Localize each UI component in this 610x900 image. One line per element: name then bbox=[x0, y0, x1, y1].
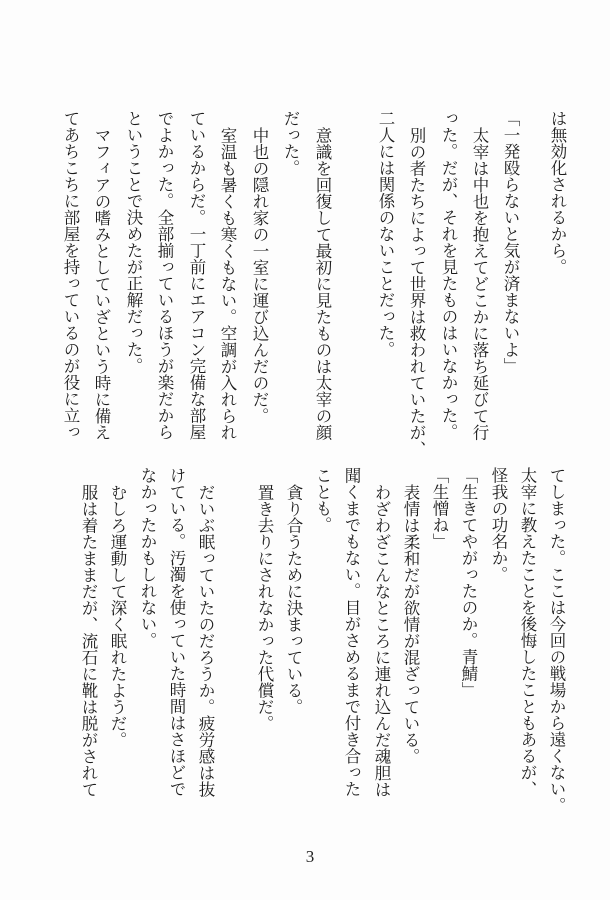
text-line: むしろ運動して深く眠れたようだ。 bbox=[108, 483, 127, 748]
text-line: けている。汚濁を使っていた時間はさほどで bbox=[167, 467, 186, 797]
text-line: でよかった。全部揃っているほうが楽だから bbox=[155, 110, 174, 440]
text-line: った。だが、それを見たものはいなかった。 bbox=[439, 110, 458, 440]
text-line: だいぶ眠っていたのだろうか。疲労感は抜 bbox=[196, 483, 215, 797]
text-line: マフィアの嗜みとしていざという時に備え bbox=[92, 126, 111, 440]
lower-text-block bbox=[0, 467, 610, 817]
text-line: ことも。 bbox=[313, 467, 332, 533]
text-line: 服は着たままだが、流石に靴は脱がされて bbox=[79, 483, 98, 797]
text-line: 貪り合うために決まっている。 bbox=[284, 483, 303, 715]
text-line: 「一発殴らないと気が済まないよ」 bbox=[501, 110, 520, 374]
text-line: は無効化されるから。 bbox=[548, 110, 567, 275]
page-number: 3 bbox=[305, 847, 315, 866]
text-line: 聞くまでもない。目がさめるまで付き合った bbox=[342, 467, 361, 797]
text-line: 室温も暑くも寒くもない。空調が入れられ bbox=[218, 126, 237, 440]
text-line: 中也の隠れ家の一室に運び込んだのだ。 bbox=[250, 126, 269, 424]
text-line: わざわざこんなところに連れ込んだ魂胆は bbox=[372, 483, 391, 797]
upper-text-block bbox=[0, 110, 610, 460]
text-line: ということで決めたが正解だった。 bbox=[124, 110, 143, 374]
text-line: 太宰は中也を抱えてどこかに落ち延びて行 bbox=[470, 126, 489, 440]
text-line: 表情は柔和だが欲情が混ざっている。 bbox=[401, 483, 420, 764]
text-line: ているからだ。一丁前にエアコン完備な部屋 bbox=[187, 110, 206, 440]
text-line: 怪我の功名か。 bbox=[489, 467, 508, 583]
text-line: 置き去りにされなかった代償だ。 bbox=[255, 483, 274, 731]
text-line: 二人には関係のないことだった。 bbox=[376, 110, 395, 358]
text-line: 意識を回復して最初に見たものは太宰の顔 bbox=[313, 126, 332, 440]
text-line: なかったかもしれない。 bbox=[138, 467, 157, 649]
text-line: 太宰に教えたことを後悔したこともあるが、 bbox=[518, 467, 537, 797]
text-line: 「生憎ね」 bbox=[430, 467, 449, 550]
text-line: だった。 bbox=[281, 110, 300, 176]
text-line: てあちこちに部屋を持っているのが役に立っ bbox=[61, 110, 80, 440]
text-line: 「生きてやがったのか。青鯖」 bbox=[459, 467, 478, 698]
text-line: てしまった。ここは今回の戦場から遠くない。 bbox=[547, 467, 566, 814]
text-line: 別の者たちによって世界は救われていたが、 bbox=[407, 126, 426, 457]
